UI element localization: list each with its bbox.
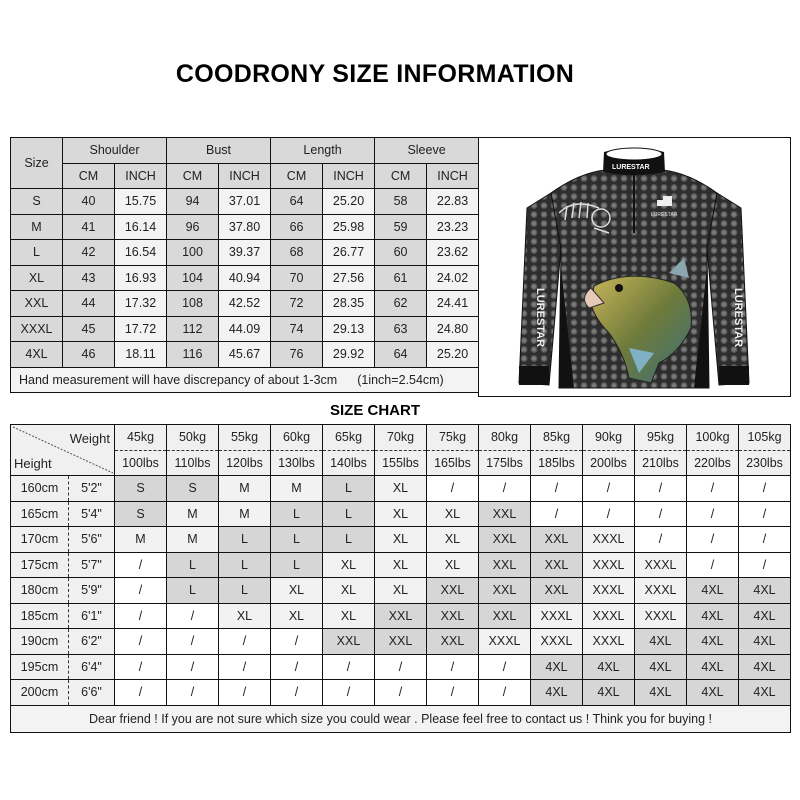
measure-value: 76 [271,342,323,368]
measure-value: 44.09 [219,316,271,342]
measure-value: 45.67 [219,342,271,368]
measure-value: 60 [375,240,427,266]
page-title: COODRONY SIZE INFORMATION [175,60,575,88]
weight-kg-header: 85kg [531,425,583,451]
recommended-size: 4XL [687,629,739,655]
weight-lbs-header: 175lbs [479,450,531,476]
size-chart-footer-row [11,705,791,732]
weight-lbs-header: 185lbs [531,450,583,476]
recommended-size: / [219,629,271,655]
unit-header: INCH [219,163,271,189]
size-header: Size [11,138,63,189]
recommended-size: S [167,476,219,502]
recommended-size: M [219,501,271,527]
measure-value: 25.20 [323,189,375,215]
recommended-size: XXL [427,578,479,604]
recommended-size: / [167,603,219,629]
recommended-size: / [531,501,583,527]
weight-lbs-header: 165lbs [427,450,479,476]
recommended-size: 4XL [635,680,687,706]
height-ft: 5'7" [69,552,115,578]
recommended-size: XXL [427,629,479,655]
recommended-size: / [687,527,739,553]
recommended-size: / [167,680,219,706]
height-cm: 190cm [11,629,69,655]
measure-row [11,214,479,240]
recommended-size: / [427,476,479,502]
measure-value: 17.72 [115,316,167,342]
measure-value: 63 [375,316,427,342]
recommended-size: XXXL [635,603,687,629]
recommended-size: 4XL [635,654,687,680]
measurement-table [10,137,479,393]
measure-header-row [11,138,479,164]
size-chart-row [11,654,791,680]
height-cm: 180cm [11,578,69,604]
measure-value: 24.02 [427,265,479,291]
size-label: 4XL [11,342,63,368]
recommended-size: XL [427,501,479,527]
height-ft: 6'1" [69,603,115,629]
weight-kg-header: 95kg [635,425,687,451]
height-ft: 6'4" [69,654,115,680]
recommended-size: / [687,476,739,502]
measure-value: 17.32 [115,291,167,317]
measure-value: 27.56 [323,265,375,291]
recommended-size: XXXL [583,578,635,604]
size-label: L [11,240,63,266]
recommended-size: 4XL [531,654,583,680]
weight-lbs-header: 210lbs [635,450,687,476]
recommended-size: / [375,654,427,680]
recommended-size: 4XL [687,578,739,604]
measure-value: 22.83 [427,189,479,215]
recommended-size: XXXL [583,552,635,578]
measure-value: 24.41 [427,291,479,317]
jersey-illustration [479,138,790,396]
size-label: XXL [11,291,63,317]
recommended-size: / [271,629,323,655]
measure-row [11,240,479,266]
recommended-size: XXXL [479,629,531,655]
recommended-size: / [115,654,167,680]
unit-header: CM [167,163,219,189]
weight-lbs-header: 120lbs [219,450,271,476]
recommended-size: / [739,501,791,527]
recommended-size: / [375,680,427,706]
measure-value: 44 [63,291,115,317]
recommended-size: / [479,476,531,502]
measure-value: 104 [167,265,219,291]
recommended-size: L [167,578,219,604]
recommended-size: / [479,654,531,680]
measure-value: 74 [271,316,323,342]
recommended-size: XL [427,552,479,578]
height-weight-corner [11,425,115,476]
product-image [478,137,791,397]
recommended-size: / [323,680,375,706]
recommended-size: M [167,501,219,527]
recommended-size: XXL [531,552,583,578]
recommended-size: / [427,680,479,706]
recommended-size: 4XL [687,680,739,706]
measure-value: 42.52 [219,291,271,317]
size-chart-table [10,424,791,733]
recommended-size: XXL [375,629,427,655]
recommended-size: XL [323,603,375,629]
unit-header: INCH [323,163,375,189]
recommended-size: L [219,578,271,604]
recommended-size: XL [271,578,323,604]
height-ft: 5'4" [69,501,115,527]
measure-row [11,291,479,317]
svg-text:LURESTAR: LURESTAR [732,288,744,348]
measure-value: 39.37 [219,240,271,266]
recommended-size: M [271,476,323,502]
weight-lbs-header: 230lbs [739,450,791,476]
recommended-size: / [479,680,531,706]
recommended-size: L [219,527,271,553]
measure-value: 16.93 [115,265,167,291]
measure-value: 25.20 [427,342,479,368]
measure-value: 94 [167,189,219,215]
measure-row [11,342,479,368]
recommended-size: / [583,501,635,527]
weight-kg-header: 65kg [323,425,375,451]
recommended-size: / [531,476,583,502]
height-ft: 5'9" [69,578,115,604]
recommended-size: / [167,629,219,655]
recommended-size: S [115,501,167,527]
size-chart-row [11,578,791,604]
recommended-size: / [739,476,791,502]
measure-value: 15.75 [115,189,167,215]
weight-kg-header: 75kg [427,425,479,451]
recommended-size: XL [375,552,427,578]
weight-lbs-row [11,450,791,476]
size-chart-row [11,552,791,578]
recommended-size: XXXL [635,578,687,604]
recommended-size: S [115,476,167,502]
size-label: XXXL [11,316,63,342]
recommended-size: 4XL [739,603,791,629]
recommended-size: XXXL [635,552,687,578]
recommended-size: L [219,552,271,578]
measure-value: 16.14 [115,214,167,240]
recommended-size: XXL [479,501,531,527]
recommended-size: / [583,476,635,502]
measure-value: 25.98 [323,214,375,240]
recommended-size: XXXL [583,629,635,655]
recommended-size: XXL [427,603,479,629]
recommended-size: 4XL [739,629,791,655]
measure-value: 116 [167,342,219,368]
recommended-size: XL [375,527,427,553]
weight-lbs-header: 155lbs [375,450,427,476]
recommended-size: / [635,527,687,553]
size-chart-row [11,501,791,527]
recommended-size: XXL [323,629,375,655]
measure-value: 40 [63,189,115,215]
measure-value: 112 [167,316,219,342]
recommended-size: XXL [479,603,531,629]
recommended-size: 4XL [739,654,791,680]
discrepancy-note: Hand measurement will have discrepancy of about 1-3cm [19,372,338,387]
recommended-size: 4XL [687,603,739,629]
recommended-size: 4XL [583,654,635,680]
height-cm: 175cm [11,552,69,578]
recommended-size: / [739,552,791,578]
measure-value: 70 [271,265,323,291]
recommended-size: XL [375,476,427,502]
size-label: XL [11,265,63,291]
recommended-size: L [323,476,375,502]
recommended-size: L [323,501,375,527]
recommended-size: L [323,527,375,553]
height-cm: 195cm [11,654,69,680]
recommended-size: / [271,680,323,706]
height-cm: 185cm [11,603,69,629]
measure-value: 96 [167,214,219,240]
measure-group-header: Shoulder [63,138,167,164]
recommended-size: XL [323,578,375,604]
weight-kg-header: 70kg [375,425,427,451]
measure-value: 100 [167,240,219,266]
height-cm: 165cm [11,501,69,527]
size-chart-row [11,527,791,553]
size-chart-title: SIZE CHART [330,402,420,419]
recommended-size: L [271,552,323,578]
recommended-size: / [271,654,323,680]
recommended-size: XL [271,603,323,629]
height-ft: 6'2" [69,629,115,655]
recommended-size: XXL [531,527,583,553]
recommended-size: XXL [479,527,531,553]
measure-row [11,189,479,215]
measure-value: 29.92 [323,342,375,368]
measure-unit-row [11,163,479,189]
unit-header: CM [375,163,427,189]
weight-lbs-header: 110lbs [167,450,219,476]
recommended-size: XXL [375,603,427,629]
recommended-size: L [271,501,323,527]
measure-value: 43 [63,265,115,291]
recommended-size: XXXL [583,603,635,629]
svg-text:LURESTAR: LURESTAR [534,288,546,348]
svg-text:LURESTAR: LURESTAR [651,212,678,218]
conversion-note: (1inch=2.54cm) [357,372,444,387]
weight-lbs-header: 140lbs [323,450,375,476]
recommended-size: L [271,527,323,553]
recommended-size: / [115,680,167,706]
measure-value: 24.80 [427,316,479,342]
recommended-size: 4XL [739,680,791,706]
measure-value: 26.77 [323,240,375,266]
measure-value: 16.54 [115,240,167,266]
measure-value: 37.80 [219,214,271,240]
recommended-size: 4XL [635,629,687,655]
recommended-size: / [115,603,167,629]
recommended-size: XL [375,578,427,604]
measure-note [11,367,479,393]
weight-lbs-header: 200lbs [583,450,635,476]
measure-value: 23.62 [427,240,479,266]
recommended-size: / [427,654,479,680]
measure-value: 62 [375,291,427,317]
footer-message: Dear friend ! If you are not sure which size you could wear . Please feel free to contact us ! Think you for buying ! [11,705,791,732]
measure-value: 72 [271,291,323,317]
weight-kg-header: 60kg [271,425,323,451]
recommended-size: XL [427,527,479,553]
measure-value: 58 [375,189,427,215]
measure-value: 45 [63,316,115,342]
recommended-size: XL [219,603,271,629]
unit-header: INCH [115,163,167,189]
measure-value: 23.23 [427,214,479,240]
measure-value: 46 [63,342,115,368]
measure-value: 29.13 [323,316,375,342]
recommended-size: XL [375,501,427,527]
measure-value: 37.01 [219,189,271,215]
measure-value: 64 [271,189,323,215]
recommended-size: / [635,476,687,502]
height-cm: 200cm [11,680,69,706]
measure-value: 18.11 [115,342,167,368]
recommended-size: XXXL [583,527,635,553]
measure-value: 108 [167,291,219,317]
recommended-size: XXXL [531,603,583,629]
weight-lbs-header: 220lbs [687,450,739,476]
unit-header: CM [271,163,323,189]
weight-lbs-header: 100lbs [115,450,167,476]
recommended-size: XL [323,552,375,578]
recommended-size: 4XL [687,654,739,680]
recommended-size: / [323,654,375,680]
height-ft: 5'2" [69,476,115,502]
weight-kg-header: 45kg [115,425,167,451]
measure-group-header: Bust [167,138,271,164]
recommended-size: / [739,527,791,553]
recommended-size: 4XL [583,680,635,706]
weight-kg-header: 55kg [219,425,271,451]
measure-value: 41 [63,214,115,240]
recommended-size: XXL [479,578,531,604]
weight-kg-header: 80kg [479,425,531,451]
recommended-size: / [635,501,687,527]
recommended-size: L [167,552,219,578]
height-cm: 170cm [11,527,69,553]
weight-kg-row [11,425,791,451]
weight-kg-header: 105kg [739,425,791,451]
recommended-size: / [219,654,271,680]
recommended-size: XXXL [531,629,583,655]
measure-row [11,316,479,342]
recommended-size: / [115,578,167,604]
height-ft: 5'6" [69,527,115,553]
weight-label: Weight [69,431,110,446]
measure-group-header: Sleeve [375,138,479,164]
size-chart-row [11,629,791,655]
weight-lbs-header: 130lbs [271,450,323,476]
size-chart-row [11,680,791,706]
recommended-size: / [115,552,167,578]
unit-header: INCH [427,163,479,189]
height-ft: 6'6" [69,680,115,706]
measure-value: 64 [375,342,427,368]
measure-note-row [11,367,479,393]
recommended-size: / [167,654,219,680]
height-cm: 160cm [11,476,69,502]
measure-value: 61 [375,265,427,291]
size-chart-row [11,603,791,629]
measure-value: 42 [63,240,115,266]
recommended-size: M [219,476,271,502]
measure-value: 66 [271,214,323,240]
height-label: Height [14,456,52,471]
weight-kg-header: 50kg [167,425,219,451]
recommended-size: XXL [531,578,583,604]
size-label: S [11,189,63,215]
svg-text:LURESTAR: LURESTAR [612,164,650,171]
recommended-size: 4XL [739,578,791,604]
unit-header: CM [63,163,115,189]
measure-value: 28.35 [323,291,375,317]
measure-value: 59 [375,214,427,240]
recommended-size: / [687,501,739,527]
weight-kg-header: 100kg [687,425,739,451]
measure-value: 40.94 [219,265,271,291]
recommended-size: 4XL [531,680,583,706]
recommended-size: / [219,680,271,706]
recommended-size: XXL [479,552,531,578]
measure-row [11,265,479,291]
measure-value: 68 [271,240,323,266]
recommended-size: / [115,629,167,655]
recommended-size: M [167,527,219,553]
measure-group-header: Length [271,138,375,164]
recommended-size: / [687,552,739,578]
size-label: M [11,214,63,240]
size-chart-row [11,476,791,502]
recommended-size: M [115,527,167,553]
weight-kg-header: 90kg [583,425,635,451]
